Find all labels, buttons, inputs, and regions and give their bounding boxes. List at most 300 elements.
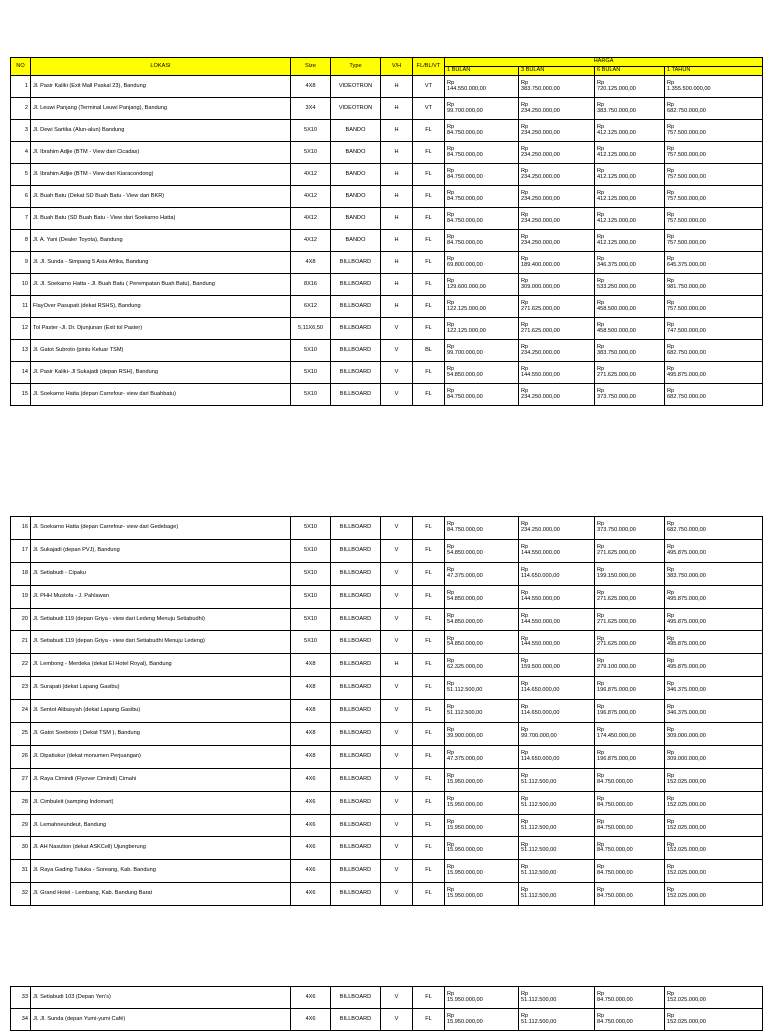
location-cell: Jl. Setiabudi 119 (depan Griya - view dari Ledeng Menuju Setiabudhi) [31,608,291,631]
price-value: 84.750.000,00 [597,1018,633,1025]
price-value: 757.500.000,00 [667,129,706,136]
currency-label: Rp [597,635,605,642]
currency-label: Rp [447,145,455,152]
location-cell: Jl. Setiabudi 103 (Depan Yen's) [31,987,291,1009]
price-cell-p12 [665,837,763,860]
lighting-cell: FL [413,585,445,608]
price-value: 15.950.000,00 [447,778,483,785]
price-cell-p1 [445,883,519,906]
currency-label: Rp [597,255,605,262]
type-cell: BILLBOARD [331,631,381,654]
price-value: 152.025.000,00 [667,847,706,854]
price-cell-p12 [665,76,763,98]
price-value: 84.750.000,00 [597,893,633,900]
price-cell-p3 [519,539,595,562]
price-value: 682.750.000,00 [667,393,706,400]
currency-label: Rp [521,795,529,802]
currency-label: Rp [447,543,455,550]
price-value: 234.250.000,00 [521,393,560,400]
table-row [11,517,763,540]
orientation-cell: H [381,274,413,296]
currency-label: Rp [597,321,605,328]
header-1-bulan: 1 BULAN [445,67,519,76]
currency-label: Rp [667,990,675,997]
location-cell: Jl. Ibrahim Adjie (BTM - View dari Kiaracondong) [31,164,291,186]
currency-label: Rp [521,704,529,711]
price-value: 495.875.000,00 [667,549,706,556]
header-vh: V/H [381,58,413,76]
price-value: 346.375.000,00 [667,687,706,694]
orientation-cell: V [381,987,413,1009]
header-row [11,58,763,67]
type-cell: BILLBOARD [331,517,381,540]
header-6-bulan: 6 BULAN [595,67,665,76]
type-cell: BILLBOARD [331,745,381,768]
price-value: 412.125.000,00 [597,151,636,158]
price-value: 196.875.000,00 [597,755,636,762]
currency-label: Rp [521,79,529,86]
price-cell-p6 [595,883,665,906]
size-cell: 5X10 [291,120,331,142]
currency-label: Rp [521,864,529,871]
currency-label: Rp [597,841,605,848]
price-value: 54.850.000,00 [447,618,483,625]
price-cell-p6 [595,362,665,384]
price-cell-p12 [665,252,763,274]
type-cell: VIDEOTRON [331,98,381,120]
header-1-tahun: 1 TAHUN [665,67,763,76]
currency-label: Rp [447,704,455,711]
size-cell: 5X10 [291,340,331,362]
price-value: 15.950.000,00 [447,824,483,831]
orientation-cell: V [381,562,413,585]
orientation-cell: H [381,208,413,230]
price-value: 51.112.500,00 [521,847,557,854]
type-cell: BANDO [331,120,381,142]
orientation-cell: H [381,252,413,274]
row-number: 32 [11,883,31,906]
currency-label: Rp [447,658,455,665]
price-cell-p6 [595,164,665,186]
currency-label: Rp [447,365,455,372]
price-cell-p1 [445,120,519,142]
currency-label: Rp [447,521,455,528]
price-value: 152.025.000,00 [667,1018,706,1025]
price-cell-p6 [595,274,665,296]
currency-label: Rp [597,795,605,802]
currency-label: Rp [597,887,605,894]
currency-label: Rp [447,189,455,196]
price-cell-p6 [595,120,665,142]
size-cell: 4X6 [291,791,331,814]
location-cell: Jl. Surapati (dekat Lapang Gasibu) [31,677,291,700]
currency-label: Rp [597,233,605,240]
lighting-cell: FL [413,142,445,164]
lighting-cell: FL [413,608,445,631]
location-cell: Jl. A. Yani (Dealer Toyota), Bandung [31,230,291,252]
size-cell: 4X8 [291,745,331,768]
row-number: 28 [11,791,31,814]
price-cell-p6 [595,987,665,1009]
price-cell-p3 [519,186,595,208]
price-cell-p6 [595,631,665,654]
type-cell: BILLBOARD [331,608,381,631]
price-cell-p12 [665,340,763,362]
row-number: 24 [11,700,31,723]
price-value: 682.750.000,00 [667,526,706,533]
size-cell: 5X10 [291,562,331,585]
price-cell-p3 [519,98,595,120]
price-value: 757.500.000,00 [667,151,706,158]
size-cell: 4X8 [291,76,331,98]
price-value: 234.250.000,00 [521,349,560,356]
currency-label: Rp [447,233,455,240]
type-cell: BILLBOARD [331,539,381,562]
type-cell: BILLBOARD [331,768,381,791]
row-number: 4 [11,142,31,164]
orientation-cell: H [381,164,413,186]
price-value: 122.125.000,00 [447,305,486,312]
type-cell: BILLBOARD [331,654,381,677]
price-value: 99.700.000,00 [447,107,483,114]
currency-label: Rp [667,681,675,688]
price-value: 383.750.000,00 [597,349,636,356]
price-cell-p12 [665,860,763,883]
price-cell-p3 [519,252,595,274]
price-value: 152.025.000,00 [667,870,706,877]
currency-label: Rp [521,1012,529,1019]
table-row [11,562,763,585]
currency-label: Rp [521,167,529,174]
price-cell-p1 [445,76,519,98]
price-value: 54.850.000,00 [447,549,483,556]
price-cell-p3 [519,860,595,883]
price-cell-p6 [595,837,665,860]
header-lokasi: LOKASI [31,58,291,76]
currency-label: Rp [521,255,529,262]
price-value: 234.250.000,00 [521,107,560,114]
row-number: 13 [11,340,31,362]
currency-label: Rp [521,233,529,240]
currency-label: Rp [597,589,605,596]
currency-label: Rp [521,365,529,372]
orientation-cell: V [381,585,413,608]
row-number: 19 [11,585,31,608]
currency-label: Rp [667,635,675,642]
price-cell-p3 [519,562,595,585]
orientation-cell: V [381,631,413,654]
price-value: 682.750.000,00 [667,349,706,356]
lighting-cell: VT [413,98,445,120]
row-number: 6 [11,186,31,208]
currency-label: Rp [667,566,675,573]
price-cell-p6 [595,186,665,208]
price-cell-p3 [519,837,595,860]
currency-label: Rp [521,101,529,108]
price-value: 51.112.500,00 [521,893,557,900]
row-number: 18 [11,562,31,585]
price-cell-p6 [595,1009,665,1031]
price-value: 84.750.000,00 [597,870,633,877]
price-cell-p1 [445,677,519,700]
currency-label: Rp [667,841,675,848]
price-value: 51.112.500,00 [447,687,483,694]
price-cell-p3 [519,585,595,608]
price-cell-p12 [665,164,763,186]
type-cell: BANDO [331,164,381,186]
header-3-bulan: 3 BULAN [519,67,595,76]
price-cell-p1 [445,208,519,230]
currency-label: Rp [521,990,529,997]
currency-label: Rp [447,795,455,802]
currency-label: Rp [667,795,675,802]
currency-label: Rp [597,772,605,779]
type-cell: BILLBOARD [331,296,381,318]
currency-label: Rp [521,727,529,734]
currency-label: Rp [521,387,529,394]
lighting-cell: FL [413,677,445,700]
location-cell: Jl. Dewi Sartika (Alun-alun) Bandung [31,120,291,142]
price-cell-p1 [445,723,519,746]
size-cell: 4X8 [291,700,331,723]
price-cell-p6 [595,539,665,562]
price-cell-p12 [665,768,763,791]
price-cell-p12 [665,987,763,1009]
price-value: 271.625.000,00 [521,305,560,312]
lighting-cell: FL [413,230,445,252]
currency-label: Rp [521,189,529,196]
currency-label: Rp [667,123,675,130]
type-cell: BILLBOARD [331,987,381,1009]
price-value: 271.625.000,00 [597,595,636,602]
size-cell: 5X10 [291,631,331,654]
size-cell: 4X6 [291,837,331,860]
table-row [11,631,763,654]
table-row [11,76,763,98]
price-value: 15.950.000,00 [447,801,483,808]
currency-label: Rp [447,123,455,130]
lighting-cell: FL [413,296,445,318]
size-cell: 5X10 [291,608,331,631]
price-value: 84.750.000,00 [597,824,633,831]
currency-label: Rp [667,772,675,779]
type-cell: BANDO [331,186,381,208]
price-cell-p1 [445,1009,519,1031]
price-cell-p3 [519,1009,595,1031]
price-cell-p12 [665,585,763,608]
row-number: 5 [11,164,31,186]
price-value: 981.750.000,00 [667,283,706,290]
size-cell: 5X10 [291,384,331,406]
price-cell-p3 [519,987,595,1009]
currency-label: Rp [667,818,675,825]
price-value: 682.750.000,00 [667,107,706,114]
location-cell: Jl. Ibrahim Adjie (BTM - View dari Cicadas) [31,142,291,164]
price-cell-p3 [519,384,595,406]
size-cell: 3X4 [291,98,331,120]
type-cell: BILLBOARD [331,814,381,837]
orientation-cell: V [381,723,413,746]
price-value: 279.100.000,00 [597,664,636,671]
currency-label: Rp [447,387,455,394]
price-cell-p3 [519,318,595,340]
location-cell: Jl. Sentot Alibasyah (dekat Lapang Gasibu) [31,700,291,723]
type-cell: BANDO [331,230,381,252]
currency-label: Rp [447,818,455,825]
currency-label: Rp [447,167,455,174]
price-cell-p1 [445,340,519,362]
row-number: 31 [11,860,31,883]
currency-label: Rp [597,990,605,997]
price-cell-p12 [665,98,763,120]
price-value: 373.750.000,00 [597,526,636,533]
price-cell-p1 [445,539,519,562]
price-value: 84.750.000,00 [447,217,483,224]
price-cell-p3 [519,723,595,746]
orientation-cell: V [381,700,413,723]
currency-label: Rp [521,299,529,306]
currency-label: Rp [521,612,529,619]
price-cell-p6 [595,318,665,340]
price-cell-p1 [445,142,519,164]
currency-label: Rp [597,145,605,152]
size-cell: 5X10 [291,539,331,562]
header-harga: HARGA [445,58,763,67]
price-value: 199.150.000,00 [597,572,636,579]
price-cell-p1 [445,585,519,608]
currency-label: Rp [447,255,455,262]
currency-label: Rp [447,277,455,284]
price-cell-p6 [595,860,665,883]
price-cell-p3 [519,791,595,814]
price-cell-p1 [445,860,519,883]
currency-label: Rp [521,887,529,894]
size-cell: 5X10 [291,142,331,164]
price-cell-p1 [445,791,519,814]
orientation-cell: V [381,1009,413,1031]
price-cell-p12 [665,186,763,208]
lighting-cell: BL [413,340,445,362]
table-row [11,296,763,318]
price-cell-p3 [519,120,595,142]
currency-label: Rp [597,167,605,174]
price-value: 84.750.000,00 [447,195,483,202]
lighting-cell: FL [413,517,445,540]
price-cell-p12 [665,384,763,406]
price-cell-p12 [665,296,763,318]
price-value: 152.025.000,00 [667,893,706,900]
size-cell: 4X6 [291,883,331,906]
price-value: 152.025.000,00 [667,801,706,808]
lighting-cell: FL [413,837,445,860]
currency-label: Rp [447,749,455,756]
price-value: 757.500.000,00 [667,217,706,224]
price-cell-p3 [519,142,595,164]
price-value: 15.950.000,00 [447,847,483,854]
size-cell: 5X10 [291,585,331,608]
price-value: 271.625.000,00 [521,327,560,334]
price-cell-p1 [445,768,519,791]
lighting-cell: FL [413,164,445,186]
price-value: 51.112.500,00 [521,778,557,785]
table-row [11,230,763,252]
price-value: 114.650.000,00 [521,710,560,717]
price-value: 129.600.000,00 [447,283,486,290]
price-value: 346.375.000,00 [667,710,706,717]
price-cell-p3 [519,745,595,768]
price-cell-p12 [665,791,763,814]
currency-label: Rp [597,864,605,871]
orientation-cell: V [381,340,413,362]
orientation-cell: V [381,814,413,837]
price-value: 495.875.000,00 [667,664,706,671]
price-value: 234.250.000,00 [521,129,560,136]
price-value: 15.950.000,00 [447,870,483,877]
row-number: 16 [11,517,31,540]
currency-label: Rp [521,658,529,665]
orientation-cell: V [381,745,413,768]
price-value: 1.355.500.000,00 [667,85,711,92]
table-row [11,539,763,562]
currency-label: Rp [667,589,675,596]
lighting-cell: FL [413,883,445,906]
price-value: 47.375.000,00 [447,755,483,762]
type-cell: BILLBOARD [331,384,381,406]
lighting-cell: FL [413,860,445,883]
price-cell-p12 [665,142,763,164]
price-value: 495.875.000,00 [667,371,706,378]
price-value: 15.950.000,00 [447,996,483,1003]
price-value: 84.750.000,00 [597,801,633,808]
price-cell-p12 [665,745,763,768]
price-value: 84.750.000,00 [447,173,483,180]
currency-label: Rp [597,681,605,688]
price-value: 196.875.000,00 [597,710,636,717]
lighting-cell: FL [413,318,445,340]
currency-label: Rp [447,321,455,328]
lighting-cell: FL [413,252,445,274]
price-cell-p6 [595,296,665,318]
currency-label: Rp [597,365,605,372]
price-cell-p12 [665,318,763,340]
price-cell-p6 [595,384,665,406]
currency-label: Rp [521,277,529,284]
row-number: 29 [11,814,31,837]
currency-label: Rp [447,101,455,108]
currency-label: Rp [447,635,455,642]
type-cell: BILLBOARD [331,252,381,274]
currency-label: Rp [667,387,675,394]
size-cell: 5X10 [291,362,331,384]
price-cell-p12 [665,608,763,631]
lighting-cell: FL [413,814,445,837]
table-row [11,987,763,1009]
location-cell: Tol Paster -Jl. Dr. Djunjunan (Exit tol Paster) [31,318,291,340]
orientation-cell: V [381,608,413,631]
type-cell: BILLBOARD [331,362,381,384]
price-value: 84.750.000,00 [447,393,483,400]
table-row [11,791,763,814]
price-value: 174.450.000,00 [597,732,636,739]
price-cell-p3 [519,814,595,837]
orientation-cell: V [381,768,413,791]
orientation-cell: V [381,318,413,340]
location-cell: Jl. Jl. Sunda - Simpang 5 Asia Afrika, Bandung [31,252,291,274]
table-row [11,814,763,837]
table-row [11,837,763,860]
type-cell: BILLBOARD [331,318,381,340]
price-value: 99.700.000,00 [521,732,557,739]
